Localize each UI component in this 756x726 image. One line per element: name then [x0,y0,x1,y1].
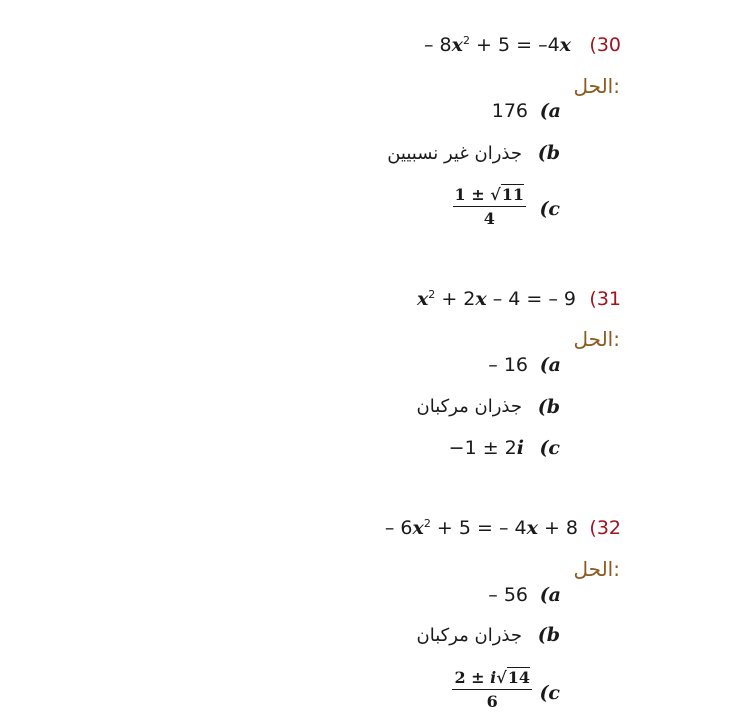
answer-b-label: (b [537,624,560,646]
answer-b-value: جذران غير نسبيين [387,143,522,164]
answer-b-label: (b [537,396,560,418]
solution-label: الحل: [573,557,620,581]
solution-label: الحل: [573,327,620,351]
answer-b-value: جذران مركبان [416,625,522,646]
answer-c-fraction: $\frac{2 \pm i√14}{6}$ [454,668,530,711]
problem-32-number: (32 [589,517,621,539]
problem-31-equation: $x^2 + 2x - 4$ = – 9 [416,288,576,310]
answer-a-label: (a [539,100,561,122]
answer-c-label: (c [539,198,560,220]
problem-30-equation: – $8x^2 + 5 = -4x$ [424,34,571,56]
answer-a-label: (a [539,584,561,606]
answer-a-value: – 56 [488,584,528,606]
answer-c-value: −1 ± 2i [448,437,524,459]
answer-a-value: 176 [491,100,528,122]
problem-31-number: (31 [589,288,621,310]
answer-c-label: (c [539,437,560,459]
problem-30-number: (30 [589,34,621,56]
answer-b-value: جذران مركبان [416,396,522,417]
answer-c-label: (c [539,682,560,704]
answer-a-value: – 16 [488,354,528,376]
problem-32-equation: – $6x^2 + 5$ = – 4x + 8 [384,517,578,539]
solution-label: الحل: [573,74,620,98]
answer-a-label: (a [539,354,561,376]
answer-c-fraction: $\frac{1 \pm √11}{4}$ [454,185,524,228]
answer-b-label: (b [537,142,560,164]
